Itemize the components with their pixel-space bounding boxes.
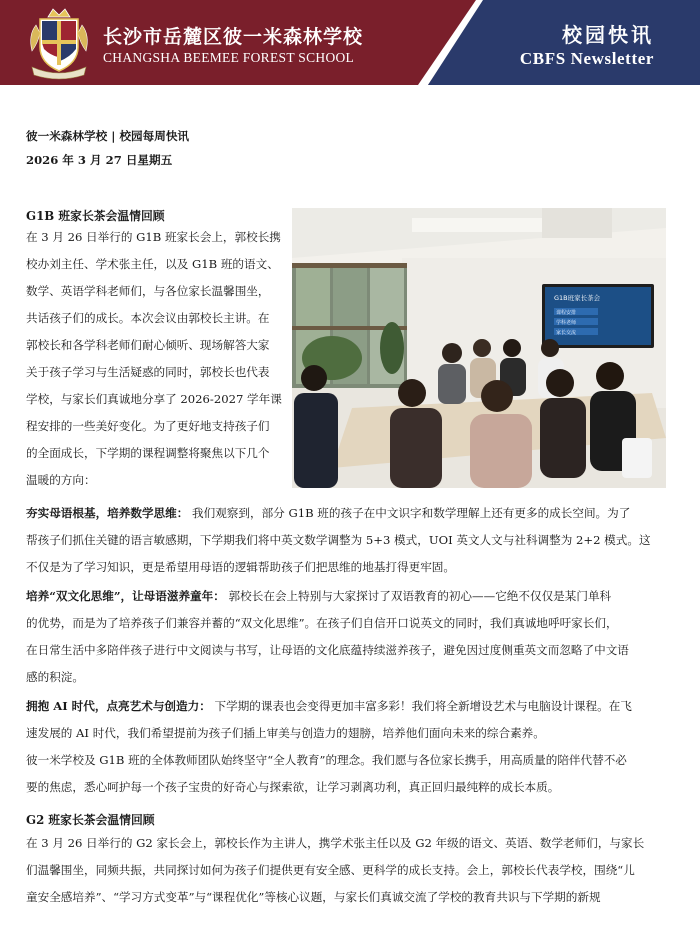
intro-line: 共话孩子们的成长。本次会议由郭校长主讲。在 xyxy=(26,311,270,325)
intro-line: 数学、英语学科老师们，与各位家长温馨围坐， xyxy=(26,284,270,298)
point-title: 培养“双文化思维”，让母语滋养童年： xyxy=(26,589,225,603)
intro-line: 郭校长和各学科老师们耐心倾听、现场解答大家 xyxy=(26,338,270,352)
newsletter-title-en: CBFS Newsletter xyxy=(519,49,654,68)
intro-line: 温暖的方向： xyxy=(26,473,96,487)
meeting-photo xyxy=(292,208,666,488)
newsletter-date: 2026 年 3 月 27 日星期五 xyxy=(26,153,173,167)
intro-line: 校办刘主任、学术张主任，以及 G1B 班的语文、 xyxy=(26,257,279,271)
section2-body xyxy=(26,830,676,911)
point-line xyxy=(26,583,676,610)
school-crest-icon xyxy=(26,5,92,81)
point-title: 夯实母语根基，培养数学思维： xyxy=(26,506,189,520)
screen-title: G1B班家长茶会 xyxy=(554,294,601,302)
section2-line: 在 3 月 26 日举行的 G2 家长会上，郭校长作为主讲人，携学术张主任以及 G2 年级的语文、英语、数学老师们，与家长 xyxy=(26,836,645,850)
screen-line: 家长交流 xyxy=(556,330,577,336)
point-line: 帮孩子们抓住关键的语言敏感期，下学期我们将中英文数学调整为 5+3 模式，UOI 英文人文与社科调整为 2+2 模式。这 xyxy=(26,533,651,547)
screen-line: 学科老师 xyxy=(556,320,577,326)
section2-line: 们温馨围坐，同频共振，共同探讨如何为孩子们提供更有安全感、更科学的成长支持。会上，郭校长代表学校，围绕“儿 xyxy=(26,863,635,877)
header-banner xyxy=(0,0,700,85)
section2-line: 童安全感培养”、“学习方式变革”与“课程优化”等核心议题，与家长们真诚交流了学校的教育共识与下学期的新规 xyxy=(26,890,601,904)
intro-line: 学校，与家长们真诚地分享了 2026-2027 学年课 xyxy=(26,392,282,406)
section1-intro xyxy=(26,224,288,494)
section-heading-g1b: G1B 班家长茶会温情回顾 xyxy=(26,209,165,223)
point-line xyxy=(26,693,676,720)
section-heading-g2: G2 班家长茶会温情回顾 xyxy=(26,813,155,827)
newsletter-title-cn: 校园快讯 xyxy=(562,23,654,47)
point-line: 速发展的 AI 时代，我们希望提前为孩子们插上审美与创造力的翅膀，培养他们面向未来的综合素养。 xyxy=(26,726,545,740)
point-text: 郭校长在会上特别与大家探讨了双语教育的初心——它绝不仅仅是某门单科 xyxy=(228,589,612,603)
meeting-photo-illustration xyxy=(292,208,666,488)
school-name-en: CHANGSHA BEEMEE FOREST SCHOOL xyxy=(103,50,355,65)
intro-line: 关于孩子学习与生活疑惑的同时，郭校长也代表 xyxy=(26,365,270,379)
school-name-cn: 长沙市岳麓区彼一米森林学校 xyxy=(103,26,364,48)
point-line xyxy=(26,500,676,527)
point-text: 我们观察到，部分 G1B 班的孩子在中文识字和数学理解上还有更多的成长空间。为了 xyxy=(192,506,631,520)
point-line: 的优势，而是为了培养孩子们兼容并蓄的“双文化思维”。在孩子们自信开口说英文的同时，我们真诚地呼吁家长们， xyxy=(26,616,618,630)
newsletter-source: 彼一米森林学校 | 校园每周快讯 xyxy=(26,129,190,143)
section1-points xyxy=(26,500,676,801)
closing-line: 彼一米学校及 G1B 班的全体教师团队始终坚守“全人教育”的理念。我们愿与各位家长携手，用高质量的陪伴代替不必 xyxy=(26,753,627,767)
closing-line: 要的焦虑，悉心呵护每一个孩子宝贵的好奇心与探索欲，让学习剥离功利，真正回归最纯粹的成长本质。 xyxy=(26,780,560,794)
intro-line: 程安排的一些美好变化。为了更好地支持孩子们 xyxy=(26,419,270,433)
point-title: 拥抱 AI 时代，点亮艺术与创造力： xyxy=(26,699,211,713)
screen-line: 课程安排 xyxy=(556,310,577,316)
point-line: 不仅是为了学习知识，更是希望用母语的逻辑帮助孩子们把思维的地基打得更牢固。 xyxy=(26,560,455,574)
point-text: 下学期的课表也会变得更加丰富多彩！我们将全新增设艺术与电脑设计课程。在飞 xyxy=(214,699,632,713)
point-line: 在日常生活中多陪伴孩子进行中文阅读与书写，让母语的文化底蕴持续滋养孩子，避免因过度侧重英文而忽略了中文语 xyxy=(26,643,629,657)
intro-line: 在 3 月 26 日举行的 G1B 班家长会上，郭校长携 xyxy=(26,230,281,244)
intro-line: 的全面成长，下学期的课程调整将聚焦以下几个 xyxy=(26,446,270,460)
point-line: 感的积淀。 xyxy=(26,670,84,684)
